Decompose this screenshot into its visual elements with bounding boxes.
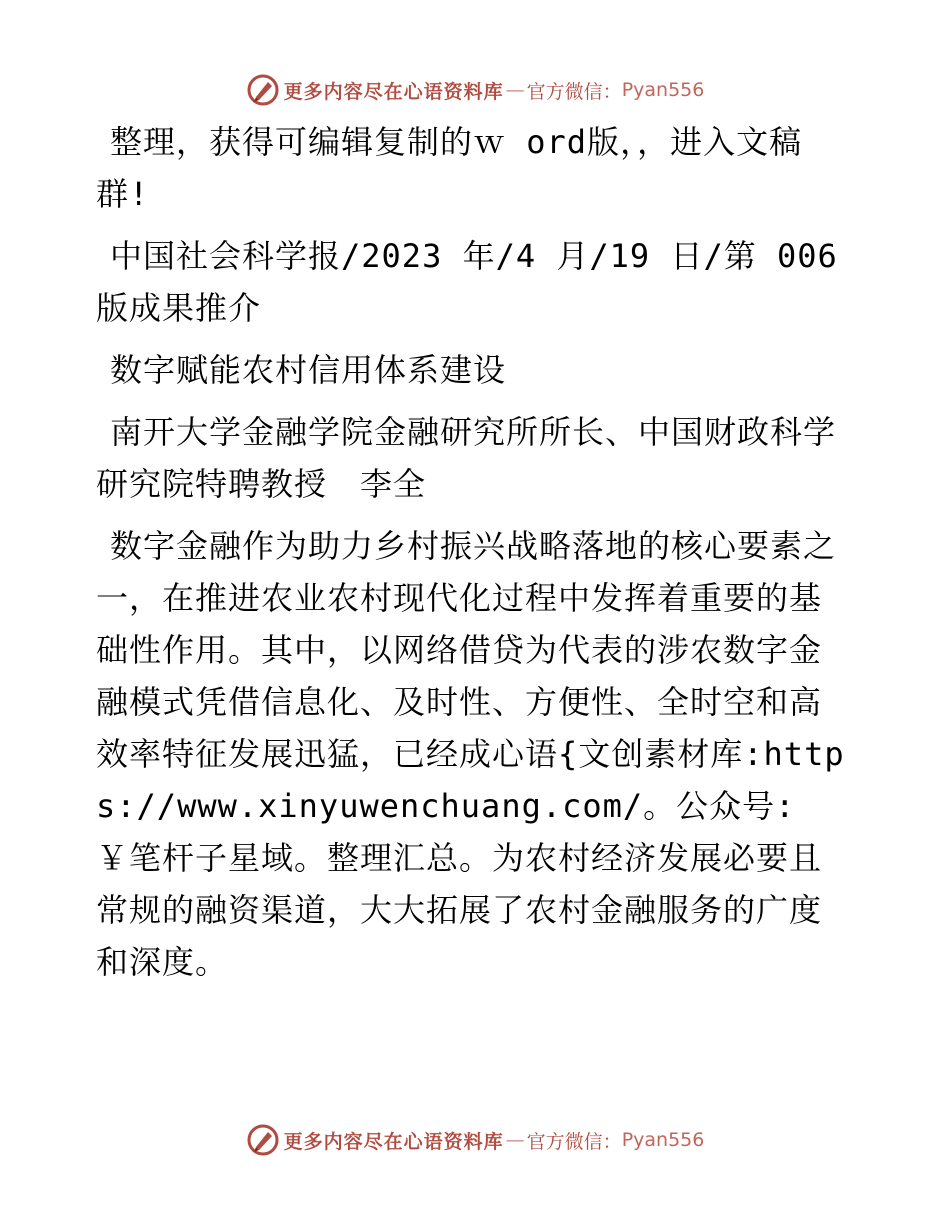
intro-note: 整理，获得可编辑复制的ｗ ord版，，进入文稿群! <box>96 123 803 213</box>
watermark-main-text: 更多内容尽在心语资料库 <box>283 80 504 103</box>
watermark-wechat-label: 官方微信： <box>526 1130 622 1153</box>
watermark-wechat-label: 官方微信： <box>526 80 622 103</box>
author-line: 南开大学金融学院金融研究所所长、中国财政科学研究院特聘教授 李全 <box>96 413 837 503</box>
pen-nib-logo-icon <box>246 1123 280 1157</box>
pen-nib-logo-icon <box>246 73 280 107</box>
document-body <box>96 116 848 998</box>
watermark-separator: — <box>505 79 525 101</box>
article-title: 数字赋能农村信用体系建设 <box>110 351 507 389</box>
body-paragraph: 数字金融作为助力乡村振兴战略落地的核心要素之一，在推进农业农村现代化过程中发挥着重要的基础性作用。其中，以网络借贷为代表的涉农数字金融模式凭借信息化、及时性、方便性、全时空和高效率特征发展迅猛，已经成心语{文创素材库:https://www.xinyuwenchuang.com/。公众号:￥笔杆子星域。整理汇总。为农村经济发展必要且常规的融资渠道，大大拓展了农村金融服务的广度和深度。 <box>96 527 845 981</box>
watermark-separator: — <box>505 1129 525 1151</box>
source-line: 中国社会科学报/2023 年/4 月/19 日/第 006 版成果推介 <box>96 237 838 327</box>
watermark-wechat-id: Pyan556 <box>621 1129 705 1151</box>
watermark-main-text: 更多内容尽在心语资料库 <box>283 1130 504 1153</box>
watermark-wechat-id: Pyan556 <box>621 79 705 101</box>
footer-watermark <box>0 1120 950 1160</box>
header-watermark <box>0 70 950 110</box>
